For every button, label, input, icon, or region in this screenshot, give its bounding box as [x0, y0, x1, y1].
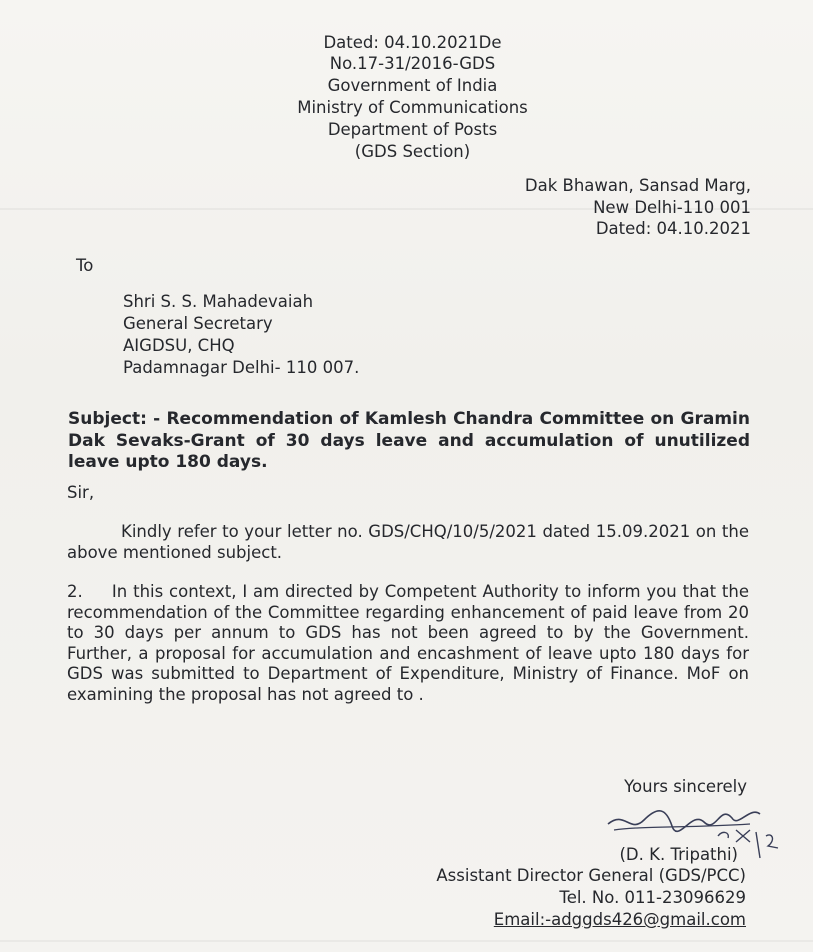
- paper-fold: [0, 940, 813, 942]
- paragraph-1: Kindly refer to your letter no. GDS/CHQ/10/5/2021 dated 15.09.2021 on the above mentioned subject.: [67, 522, 749, 562]
- ministry: Ministry of Communications: [297, 98, 528, 117]
- department: Department of Posts: [327, 120, 498, 139]
- recipient-designation: General Secretary: [123, 314, 273, 333]
- salutation: Sir,: [67, 483, 95, 502]
- signer-designation: Assistant Director General (GDS/PCC): [436, 866, 746, 885]
- to-label: To: [76, 256, 94, 275]
- subject: Subject: - Recommendation of Kamlesh Chandra Committee on Gramin Dak Sevaks-Grant of 30 days leave and accumulation of unutilized leave upto 180 days.: [68, 409, 750, 472]
- recipient-address: Padamnagar Delhi- 110 007.: [123, 358, 360, 377]
- email-link[interactable]: Email:-adggds426@gmail.com: [493, 910, 746, 929]
- file-number: No.17-31/2016-GDS: [329, 54, 496, 73]
- dated-top: Dated: 04.10.2021De: [323, 33, 502, 52]
- section: (GDS Section): [354, 142, 471, 161]
- paragraph-2: 2. In this context, I am directed by Competent Authority to inform you that the recommendation of the Committee regarding enhancement of paid leave from 20 to 30 days per annum to GDS has not been agreed to by the Government. Further, a proposal for accumulation and encashment of leave upto 180 days for GDS was submitted to Department of Expenditure, Ministry of Finance. MoF on examining the proposal has not agreed to .: [67, 582, 755, 704]
- recipient-org: AIGDSU, CHQ: [123, 336, 235, 355]
- address-line-2: New Delhi-110 001: [593, 198, 751, 217]
- yours-sincerely: Yours sincerely: [624, 777, 747, 796]
- recipient-name: Shri S. S. Mahadevaiah: [123, 292, 314, 311]
- address-dated: Dated: 04.10.2021: [595, 219, 751, 238]
- signer-name: (D. K. Tripathi): [619, 845, 738, 864]
- address-line-1: Dak Bhawan, Sansad Marg,: [524, 176, 751, 195]
- telephone: Tel. No. 011-23096629: [559, 888, 746, 907]
- government: Government of India: [327, 76, 498, 95]
